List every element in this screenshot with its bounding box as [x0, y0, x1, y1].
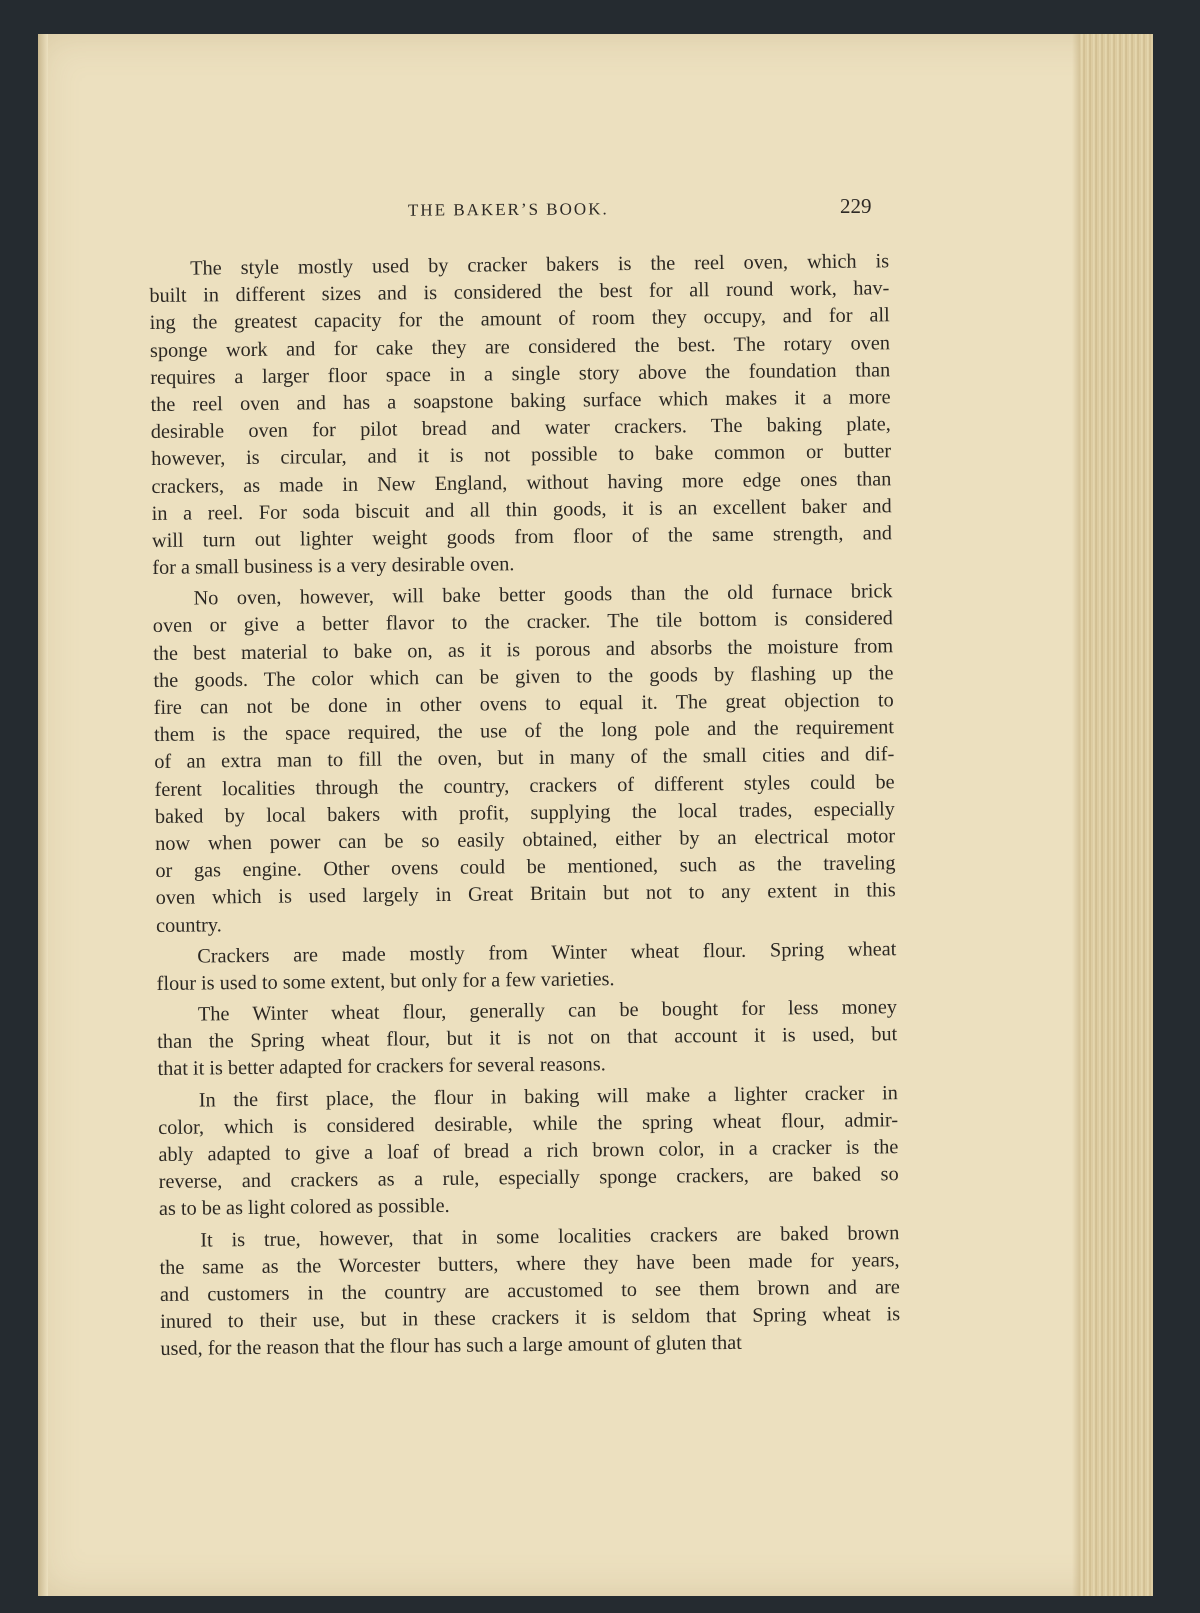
- text-line: country.: [155, 913, 222, 937]
- text-line: oven which is used largely in Great Britain but not to any extent in this: [155, 879, 896, 910]
- page-header: [145, 194, 885, 228]
- text-line: No oven, however, will bake better goods than the old furnace brick: [193, 580, 893, 610]
- text-line: or gas engine. Other ovens could be mentioned, such as the traveling: [155, 852, 896, 883]
- page-fore-edge: [1080, 34, 1153, 1596]
- text-line: in a reel. For soda biscuit and all thin goods, it is an excellent baker and: [151, 494, 892, 525]
- body-text: [149, 248, 901, 1386]
- text-line: inured to their use, but in these crackers it is seldom that Spring wheat is: [160, 1303, 901, 1334]
- text-line: the same as the Worcester butters, where they have been made for years,: [159, 1248, 900, 1279]
- text-line: ably adapted to give a loaf of bread a rich brown color, in a cracker is the: [158, 1136, 899, 1166]
- text-line: The style mostly used by cracker bakers is the reel oven, which is: [190, 250, 890, 280]
- paragraph: [159, 1220, 900, 1364]
- text-line: desirable oven for pilot bread and water crackers. The baking plate,: [150, 413, 891, 444]
- page-gutter: [38, 34, 48, 1596]
- running-head: THE BAKER’S BOOK.: [407, 199, 609, 220]
- text-line: color, which is considered desirable, while the spring wheat flour, admir-: [158, 1109, 899, 1139]
- text-line: Crackers are made mostly from Winter wheat flour. Spring wheat: [197, 937, 897, 968]
- page-number: 229: [840, 194, 872, 218]
- text-line: ferent localities through the country, crackers of different styles could be: [154, 770, 895, 801]
- text-line: and customers in the country are accustomed to see them brown and are: [159, 1276, 900, 1306]
- text-line: sponge work and for cake they are considered the best. The rotary oven: [149, 331, 891, 362]
- text-line: ing the greatest capacity for the amount of room they occupy, and for all: [149, 304, 890, 335]
- paragraph: [149, 248, 892, 582]
- text-line: the reel oven and has a soapstone baking surface which makes it a more: [150, 386, 891, 416]
- text-line: flour is used to some extent, but only for a few varieties.: [156, 968, 615, 995]
- paragraph: [152, 578, 896, 939]
- text-line: as to be as light colored as possible.: [158, 1195, 450, 1221]
- text-line: that it is better adapted for crackers for several reasons.: [157, 1053, 606, 1081]
- text-line: fire can not be done in other ovens to equal it. The great objection to: [153, 689, 894, 719]
- text-line: reverse, and crackers as a rule, especially sponge crackers, are baked so: [158, 1163, 899, 1194]
- text-line: now when power can be so easily obtained, either by an electrical motor: [155, 825, 896, 855]
- text-line: In the first place, the flour in baking will make a lighter cracker in: [198, 1081, 898, 1112]
- text-line: the best material to bake on, as it is porous and absorbs the moisture from: [153, 634, 894, 665]
- text-line: however, is circular, and it is not possible to bake common or butter: [151, 440, 892, 471]
- paragraph: [156, 936, 897, 998]
- text-line: of an extra man to fill the oven, but in many of the small cities and dif-: [154, 743, 895, 774]
- text-line: the goods. The color which can be given to the goods by flashing up the: [153, 662, 894, 692]
- text-line: oven or give a better flavor to the cracker. The tile bottom is considered: [152, 607, 893, 638]
- text-line: requires a larger floor space in a single story above the foundation than: [150, 358, 891, 389]
- text-line: built in different sizes and is considered the best for all round work, hav-: [149, 277, 890, 308]
- text-line: used, for the reason that the flour has such a large amount of gluten that: [160, 1332, 742, 1361]
- text-line: The Winter wheat flour, generally can be bought for less money: [197, 996, 898, 1026]
- text-line: than the Spring wheat flour, but it is not on that account it is used, but: [157, 1023, 898, 1054]
- paragraph: [157, 994, 898, 1083]
- text-line: for a small business is a very desirable oven.: [152, 553, 515, 580]
- text-line: crackers, as made in New England, without having more edge ones than: [151, 467, 892, 498]
- text-line: It is true, however, that in some localities crackers are baked brown: [200, 1221, 900, 1252]
- text-line: them is the space required, the use of the long pole and the requirement: [153, 716, 895, 747]
- paragraph: [158, 1080, 899, 1224]
- text-line: will turn out lighter weight goods from floor of the same strength, and: [151, 522, 893, 552]
- text-line: baked by local bakers with profit, supplying the local trades, especially: [154, 797, 895, 828]
